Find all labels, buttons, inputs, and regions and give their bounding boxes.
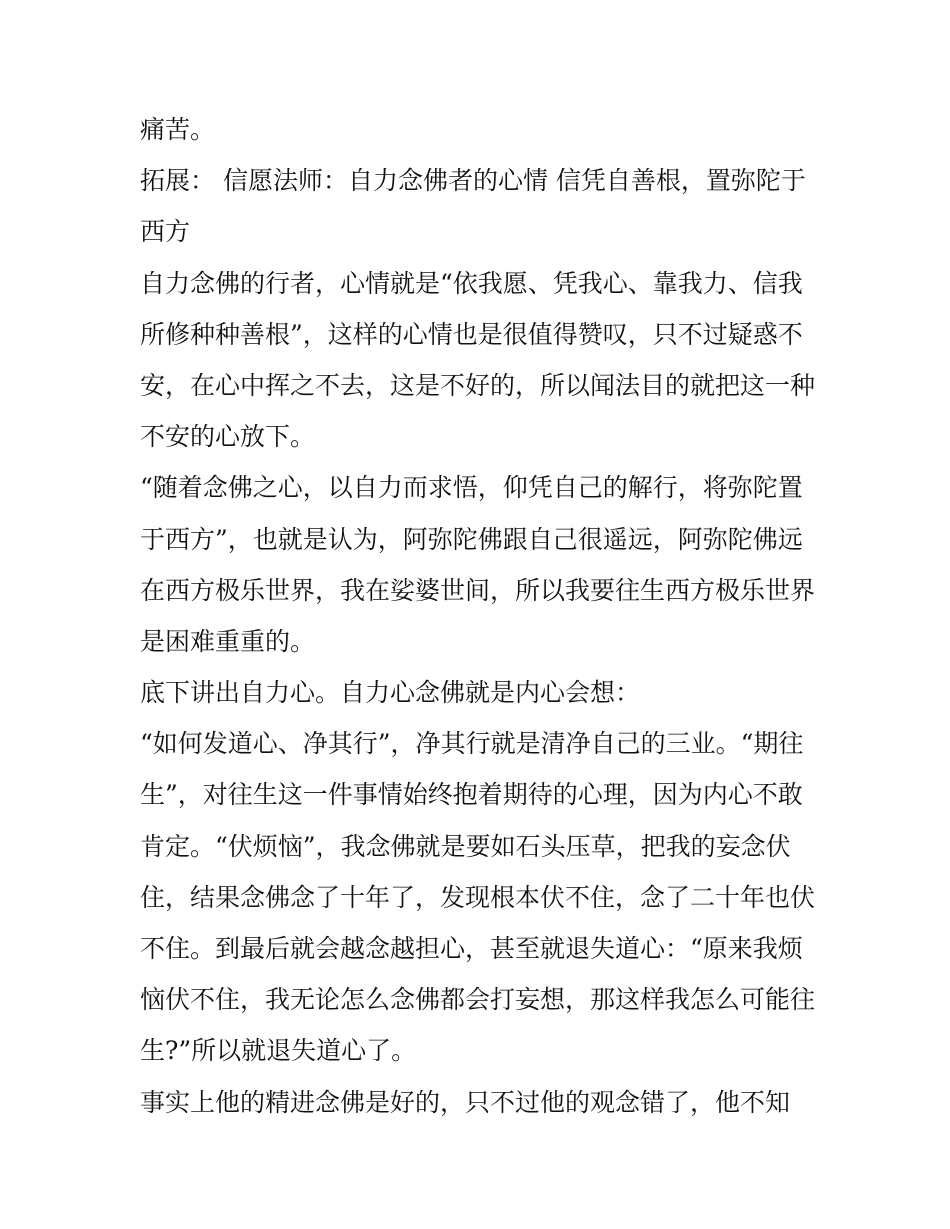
text-line: 西方 xyxy=(140,217,191,247)
text-line: 恼伏不住，我无论怎么念佛都会打妄想，那这样我怎么可能往 xyxy=(140,985,816,1015)
text-line: 生?”所以就退失道心了。 xyxy=(140,1036,417,1066)
text-line: 生”，对往生这一件事情始终抱着期待的心理，因为内心不敢 xyxy=(140,780,803,810)
text-line: 自力念佛的行者，心情就是“依我愿、凭我心、靠我力、信我 xyxy=(140,268,803,298)
text-line: 于西方”，也就是认为，阿弥陀佛跟自己很遥远，阿弥陀佛远 xyxy=(140,524,803,554)
text-line: 在西方极乐世界，我在娑婆世间，所以我要往生西方极乐世界 xyxy=(140,575,816,605)
text-line: “如何发道心、净其行”，净其行就是清净自己的三业。“期往 xyxy=(140,729,804,759)
text-line: 所修种种善根”，这样的心情也是很值得赞叹，只不过疑惑不 xyxy=(140,319,803,349)
text-line: “随着念佛之心，以自力而求悟，仰凭自己的解行，将弥陀置 xyxy=(140,473,803,503)
text-line: 底下讲出自力心。自力心念佛就是内心会想： xyxy=(140,678,641,708)
text-line: 肯定。“伏烦恼”，我念佛就是要如石头压草，把我的妄念伏 xyxy=(140,831,791,861)
text-line: 安，在心中挥之不去，这是不好的，所以闻法目的就把这一种 xyxy=(140,370,816,400)
text-line: 拓展： 信愿法师：自力念佛者的心情 信凭自善根，置弥陀于 xyxy=(140,166,806,196)
text-line: 事实上他的精进念佛是好的，只不过他的观念错了，他不知 xyxy=(140,1087,791,1117)
text-line: 不安的心放下。 xyxy=(140,422,316,452)
text-line: 不住。到最后就会越念越担心，甚至就退失道心：“原来我烦 xyxy=(140,934,803,963)
text-line: 住，结果念佛念了十年了，发现根本伏不住，念了二十年也伏 xyxy=(140,882,816,912)
text-line: 痛苦。 xyxy=(140,115,216,144)
text-line: 是困难重重的。 xyxy=(140,626,316,656)
document-body xyxy=(140,104,820,1128)
